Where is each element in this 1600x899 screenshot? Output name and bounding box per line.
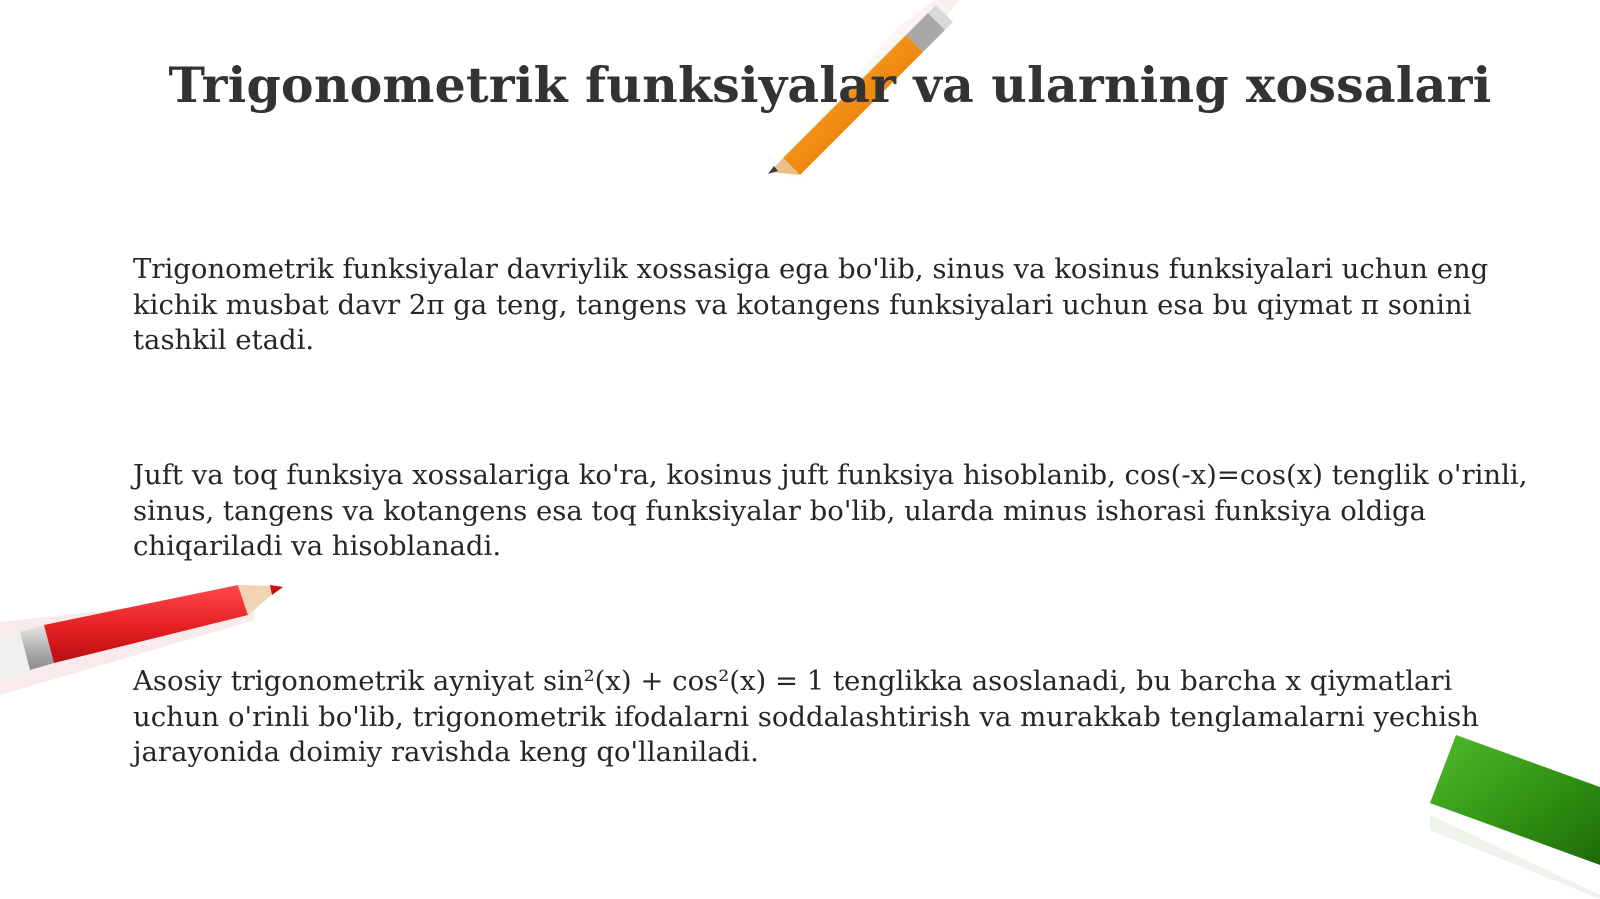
slide-title: Trigonometrik funksiyalar va ularning xossalari xyxy=(168,56,1492,114)
green-pencil-icon xyxy=(1430,735,1600,899)
paragraph-even-odd: Juft va toq funksiya xossalariga ko'ra, kosinus juft funksiya hisoblanib, cos(-x)=cos(x) tenglik o'rinli, sinus, tangens va kotangens esa toq funksiyalar bo'lib, ularda minus ishorasi funksiya oldiga chiqariladi va hisoblanadi. xyxy=(133,459,1528,562)
paragraph-identity: Asosiy trigonometrik ayniyat sin²(x) + cos²(x) = 1 tenglikka asoslanadi, bu barcha x qiymatlari uchun o'rinli bo'lib, trigonometrik ifodalarni soddalashtirish va murakkab tenglamalarni yechish jarayonida doimiy ravishda keng qo'llaniladi. xyxy=(133,665,1479,768)
red-pencil-icon xyxy=(0,580,300,710)
paragraph-periodicity: Trigonometrik funksiyalar davriylik xossasiga ega bo'lib, sinus va kosinus funksiyalari uchun eng kichik musbat davr 2π ga teng, tangens va kotangens funksiyalari uchun esa bu qiymat π sonini tashkil etadi. xyxy=(133,253,1489,356)
